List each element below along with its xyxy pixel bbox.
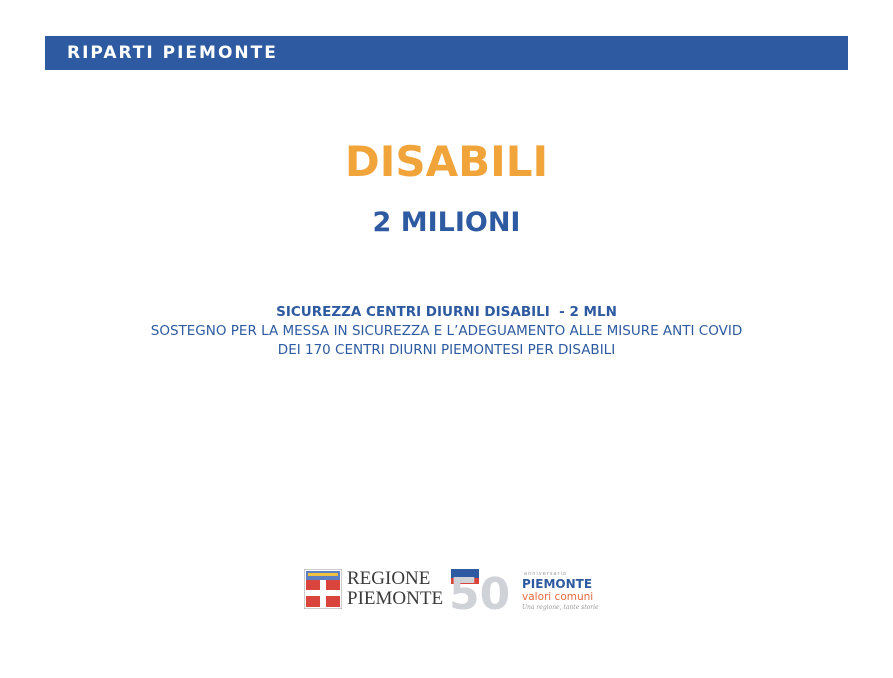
fifty-years-logo-icon: [449, 566, 521, 617]
funding-amount: 2 MILIONI: [372, 207, 521, 238]
regione-piemonte-shield-icon: [304, 569, 342, 614]
regione-piemonte-logo-text: REGIONE PIEMONTE: [347, 568, 444, 609]
description-line-2: DEI 170 CENTRI DIURNI PIEMONTESI PER DISABILI: [277, 342, 616, 358]
fifty-years-logo-text: anniversario PIEMONTE valori comuni Una regione, tante storie: [522, 571, 599, 611]
header-banner: [45, 36, 848, 70]
description-block: [0, 303, 893, 360]
description-heading: SICUREZZA CENTRI DIURNI DISABILI - 2 MLN: [276, 304, 617, 320]
banner-title: RIPARTI PIEMONTE: [67, 43, 278, 63]
description-line-1: SOSTEGNO PER LA MESSA IN SICUREZZA E L’ADEGUAMENTO ALLE MISURE ANTI COVID: [150, 323, 743, 339]
fifty-number: 50: [449, 569, 511, 612]
page-title: DISABILI: [344, 137, 549, 186]
footer-logos: [304, 566, 599, 612]
